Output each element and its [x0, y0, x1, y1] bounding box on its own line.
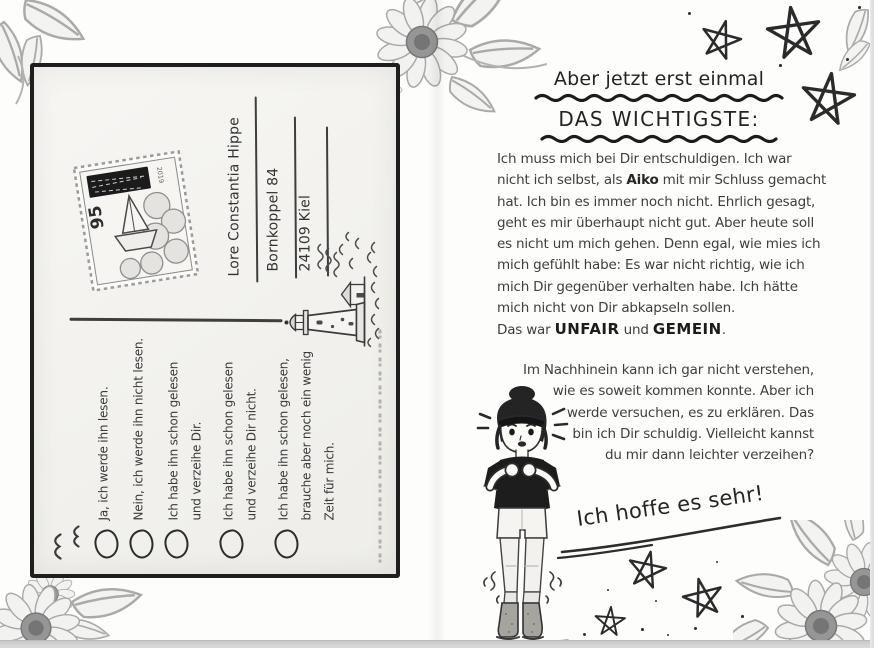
reply-option-label: Ich habe ihn schon gelesen und verzeihe Dir nicht. [221, 361, 258, 520]
reply-option-row [162, 361, 208, 558]
text-line: wie es soweit kommen konnte. Aber ich [552, 383, 814, 400]
reply-option-checkbox[interactable] [273, 528, 299, 559]
star-doodle [762, 0, 825, 63]
ink-dot [779, 64, 782, 67]
text-line: mich nicht von Dir abkapseln sollen. [497, 300, 736, 317]
star-doodle [796, 66, 859, 129]
heading-line-2: DAS WICHTIGSTE: [558, 107, 760, 131]
reply-option-label: Ich habe ihn schon gelesen und verzeihe Dir. [166, 361, 203, 520]
ink-dot [741, 615, 744, 618]
closing-underline [556, 512, 786, 564]
reply-option-row [127, 338, 153, 558]
page-bottom-edge [0, 640, 874, 648]
text-line: Ich muss mich bei Dir entschuldigen. Ich war [497, 151, 792, 167]
closing-line: Ich hoffe es sehr! [575, 481, 766, 531]
text-line: Das war UNFAIR und GEMEIN. [497, 320, 726, 339]
ink-dot [688, 12, 691, 15]
postcard-content-rotated [34, 67, 396, 574]
text-line: mich gefühlt habe: Es war nicht richtig, wie ich [497, 257, 805, 274]
star-doodle [593, 604, 627, 638]
reply-option-checkbox[interactable] [93, 528, 119, 559]
stamp-year: 2019 [154, 166, 166, 184]
reply-option-row [217, 361, 263, 558]
text-line: geht es mir überhaupt nicht gut. Aber heute soll [497, 214, 814, 231]
text-line: es nicht um mich gehen. Denn egal, wie mies ich [497, 236, 821, 253]
ink-dot [716, 561, 718, 563]
star-doodle [623, 545, 670, 592]
text-line: werde versuchen, es zu erklären. Das [566, 404, 814, 421]
ink-dot [667, 634, 669, 636]
stamp-value: 95 [85, 203, 109, 231]
star-doodle [678, 572, 729, 623]
reply-option-checkbox[interactable] [128, 528, 154, 559]
reply-option-checkbox[interactable] [163, 528, 189, 559]
chapter-heading [520, 68, 798, 143]
postcard-illustration [30, 63, 400, 578]
address-city: 24109 Kiel [297, 194, 313, 271]
reply-options [92, 318, 352, 558]
seagulls-doodle [44, 516, 86, 562]
postage-stamp [72, 149, 201, 293]
star-doodle [695, 13, 746, 64]
wavy-underline [539, 133, 779, 143]
ink-dot [655, 600, 657, 602]
reply-option-label: Ja, ich werde ihn lesen. [96, 386, 110, 520]
text-line: nicht ich selbst, als Aiko mit mir Schluss gemacht [497, 172, 827, 189]
reply-option-label: Ich habe ihn schon gelesen, brauche aber noch ein wenig Zeit für mich. [276, 350, 336, 520]
text-line: bin ich Dir schuldig. Vielleicht kannst [572, 425, 814, 442]
heading-line-1: Aber jetzt erst einmal [553, 68, 765, 90]
reply-option-checkbox[interactable] [218, 528, 244, 559]
shaking-squiggles [484, 572, 561, 603]
ink-dot [858, 6, 861, 9]
text-line: hat. Ich bin es immer noch nicht. Ehrlich gesagt, [497, 193, 816, 210]
text-line: mich Dir gegenüber verhalten habe. Ich hätte [497, 278, 798, 295]
text-line: du mir dann leichter verzeihen? [604, 447, 814, 464]
lighthouse-illustration [282, 230, 394, 352]
text-line: Im Nachhinein kann ich gar nicht verstehen, [523, 362, 814, 378]
ink-dot [694, 627, 697, 630]
postcard-fine-print [378, 326, 381, 562]
address-name: Lore Constantia Hippe [226, 116, 242, 276]
ink-dot [846, 58, 849, 61]
address-underline [254, 96, 258, 282]
ink-dot [641, 628, 644, 631]
page-right-edge [870, 0, 874, 648]
wavy-underline [533, 92, 785, 102]
reply-option-row [272, 351, 341, 558]
reply-option-label: Nein, ich werde ihn nicht lesen. [131, 337, 145, 520]
ink-dot [607, 589, 609, 591]
ink-dot [583, 633, 586, 636]
paragraph-1 [497, 149, 826, 342]
reply-option-row [92, 386, 118, 558]
address-street: Bornkoppel 84 [265, 167, 281, 271]
